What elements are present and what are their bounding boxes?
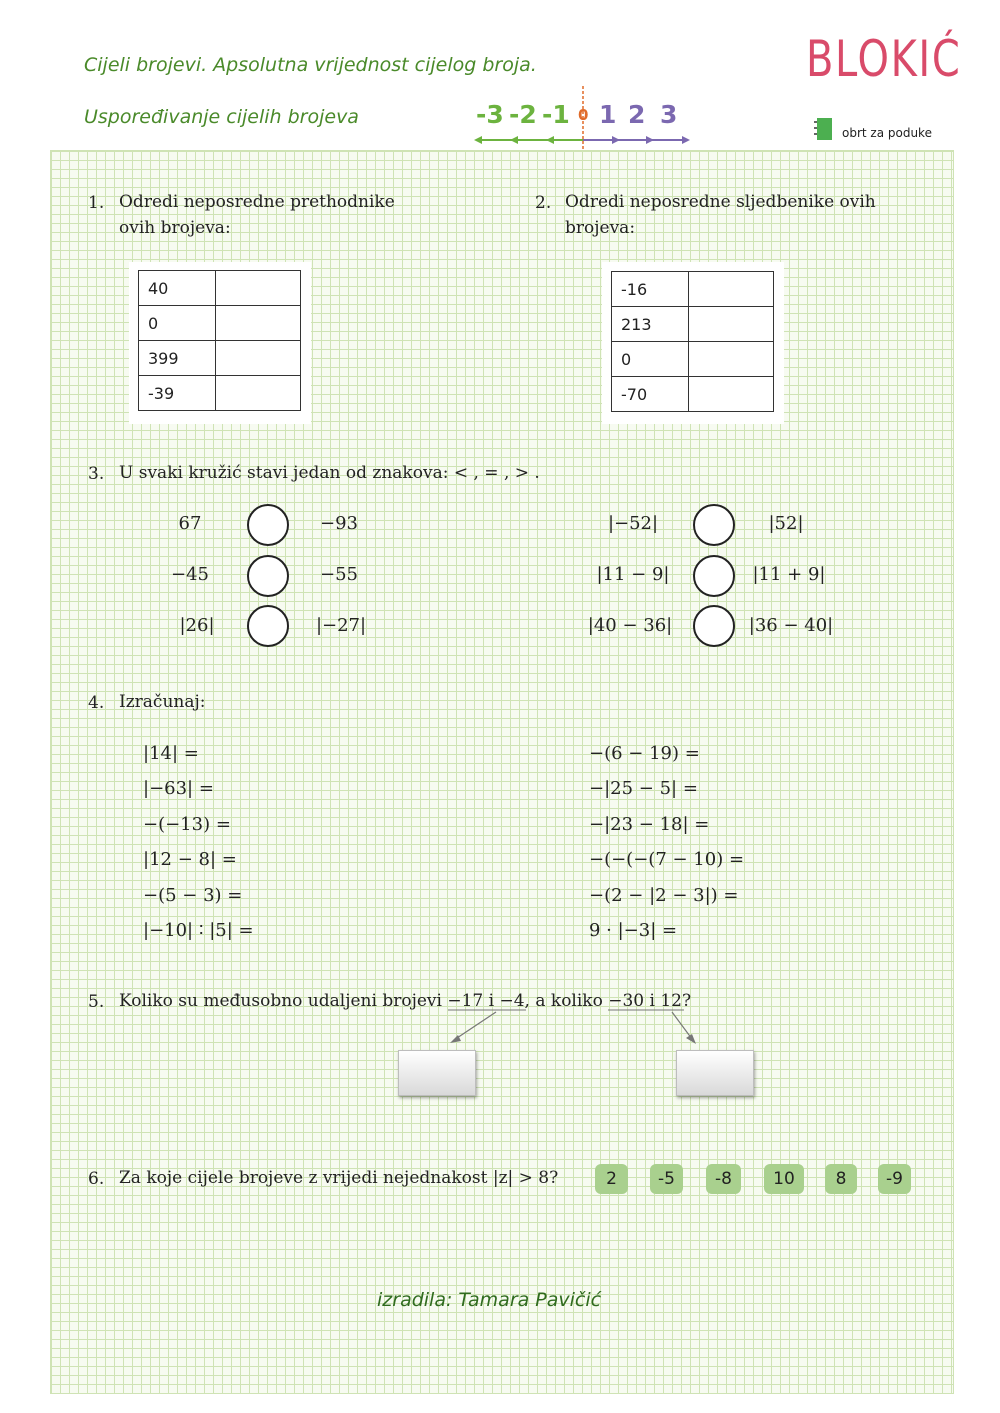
q2-value: 213 (612, 307, 689, 342)
q3-left-a: 67 (178, 513, 202, 534)
q2-value: -16 (612, 272, 689, 307)
q1-answer-cell[interactable] (216, 341, 301, 376)
table-row (139, 341, 301, 376)
q1-answer-cell[interactable] (216, 376, 301, 411)
q2-text-line1: Odredi neposredne sljedbenike ovih (565, 192, 876, 212)
logo-brand: BLOKIĆ (806, 30, 962, 88)
number-line-neg3: -3 (476, 100, 504, 129)
q6-text: Za koje cijele brojeve z vrijedi nejednakost |z| > 8? (119, 1168, 559, 1188)
q2-answer-cell[interactable] (689, 272, 774, 307)
q1-text-line1: Odredi neposredne prethodnike (119, 192, 395, 212)
q4-left-expression: |−63| = (143, 778, 214, 799)
q6-option[interactable]: 10 (764, 1164, 804, 1194)
q3-compare-circle[interactable] (693, 605, 735, 647)
number-line-pos3: 3 (660, 100, 678, 129)
q6-option[interactable]: -8 (706, 1164, 741, 1194)
table-row (612, 272, 774, 307)
q4-left-expression: |−10| ∶ |5| = (143, 920, 254, 941)
q4-right-expression: −|25 − 5| = (589, 778, 698, 799)
q3-right-b: |36 − 40| (748, 615, 834, 636)
q2-table (611, 271, 774, 412)
q4-left-expression: |12 − 8| = (143, 849, 237, 870)
q5-text-start: Koliko su međusobno udaljeni brojevi (119, 991, 448, 1011)
q5-text-end: ? (682, 991, 692, 1011)
q2-answer-cell[interactable] (689, 307, 774, 342)
q5-answer-box-1[interactable] (398, 1050, 476, 1096)
q3-right-b: |52| (768, 513, 804, 534)
logo (806, 30, 962, 150)
q1-value: 399 (139, 341, 216, 376)
q2-text-line2: brojeva: (565, 218, 636, 238)
q3-text: U svaki kružić stavi jedan od znakova: < , = , > . (119, 463, 540, 483)
q2-number: 2. (535, 193, 552, 213)
q5-number: 5. (88, 992, 105, 1012)
q4-left-expression: −(5 − 3) = (143, 885, 243, 906)
number-line-neg1: -1 (542, 100, 570, 129)
q4-right-expression: −|23 − 18| = (589, 814, 710, 835)
number-line-pos1: 1 (599, 100, 617, 129)
q1-text-line2: ovih brojeva: (119, 218, 231, 238)
table-row (612, 307, 774, 342)
q3-right-b: |11 + 9| (752, 564, 826, 585)
table-row (612, 342, 774, 377)
q6-option[interactable]: 8 (825, 1164, 857, 1194)
q4-number: 4. (88, 693, 105, 713)
number-line-neg2: -2 (509, 100, 537, 129)
q3-left-a: −45 (171, 564, 209, 585)
q5-answer-box-2[interactable] (676, 1050, 754, 1096)
logo-tagline: obrt za poduke (842, 126, 932, 140)
q3-compare-circle[interactable] (247, 555, 289, 597)
q3-compare-circle[interactable] (247, 605, 289, 647)
q2-value: -70 (612, 377, 689, 412)
q3-compare-circle[interactable] (247, 504, 289, 546)
q5-pair2: −30 i 12 (608, 991, 683, 1011)
q3-compare-circle[interactable] (693, 504, 735, 546)
q4-right-expression: −(2 − |2 − 3|) = (589, 885, 739, 906)
q3-left-b: −93 (320, 513, 358, 534)
q1-table (138, 270, 301, 411)
q6-option[interactable]: -5 (650, 1164, 683, 1194)
q2-value: 0 (612, 342, 689, 377)
q4-left-expression: |14| = (143, 743, 199, 764)
table-row (139, 271, 301, 306)
q1-value: -39 (139, 376, 216, 411)
q3-right-a: |11 − 9| (596, 564, 670, 585)
number-line-arrows (470, 86, 696, 152)
q2-answer-cell[interactable] (689, 377, 774, 412)
author-credit: izradila: Tamara Pavičić (377, 1289, 602, 1311)
q6-number: 6. (88, 1169, 105, 1189)
q1-number: 1. (88, 193, 105, 213)
number-line-zero: 0 (578, 106, 589, 124)
q3-number: 3. (88, 464, 105, 484)
q1-value: 0 (139, 306, 216, 341)
q4-right-expression: −(−(−(7 − 10) = (589, 849, 745, 870)
q5-text-mid: , a koliko (524, 991, 609, 1011)
q1-answer-cell[interactable] (216, 306, 301, 341)
q3-left-b: |−27| (315, 615, 367, 636)
q3-left-a: |26| (179, 615, 215, 636)
q3-right-a: |40 − 36| (587, 615, 673, 636)
q4-right-expression: 9 · |−3| = (589, 920, 678, 941)
q6-option[interactable]: 2 (595, 1164, 628, 1194)
table-row (139, 376, 301, 411)
q3-right-a: |−52| (607, 513, 659, 534)
q4-right-expression: −(6 − 19) = (589, 743, 700, 764)
worksheet-subtitle: Uspoređivanje cijelih brojeva (84, 106, 359, 128)
table-row (612, 377, 774, 412)
q6-option[interactable]: -9 (878, 1164, 911, 1194)
q5-pair1: −17 i −4 (447, 991, 525, 1011)
q3-left-b: −55 (320, 564, 358, 585)
table-row (139, 306, 301, 341)
notebook-icon (814, 116, 834, 142)
q4-left-expression: −(−13) = (143, 814, 231, 835)
q3-compare-circle[interactable] (693, 555, 735, 597)
number-line-pos2: 2 (628, 100, 646, 129)
q1-value: 40 (139, 271, 216, 306)
q2-answer-cell[interactable] (689, 342, 774, 377)
q4-text: Izračunaj: (119, 692, 206, 712)
q5-arrows (440, 1008, 710, 1048)
q1-answer-cell[interactable] (216, 271, 301, 306)
worksheet-title: Cijeli brojevi. Apsolutna vrijednost cijelog broja. (84, 54, 537, 76)
